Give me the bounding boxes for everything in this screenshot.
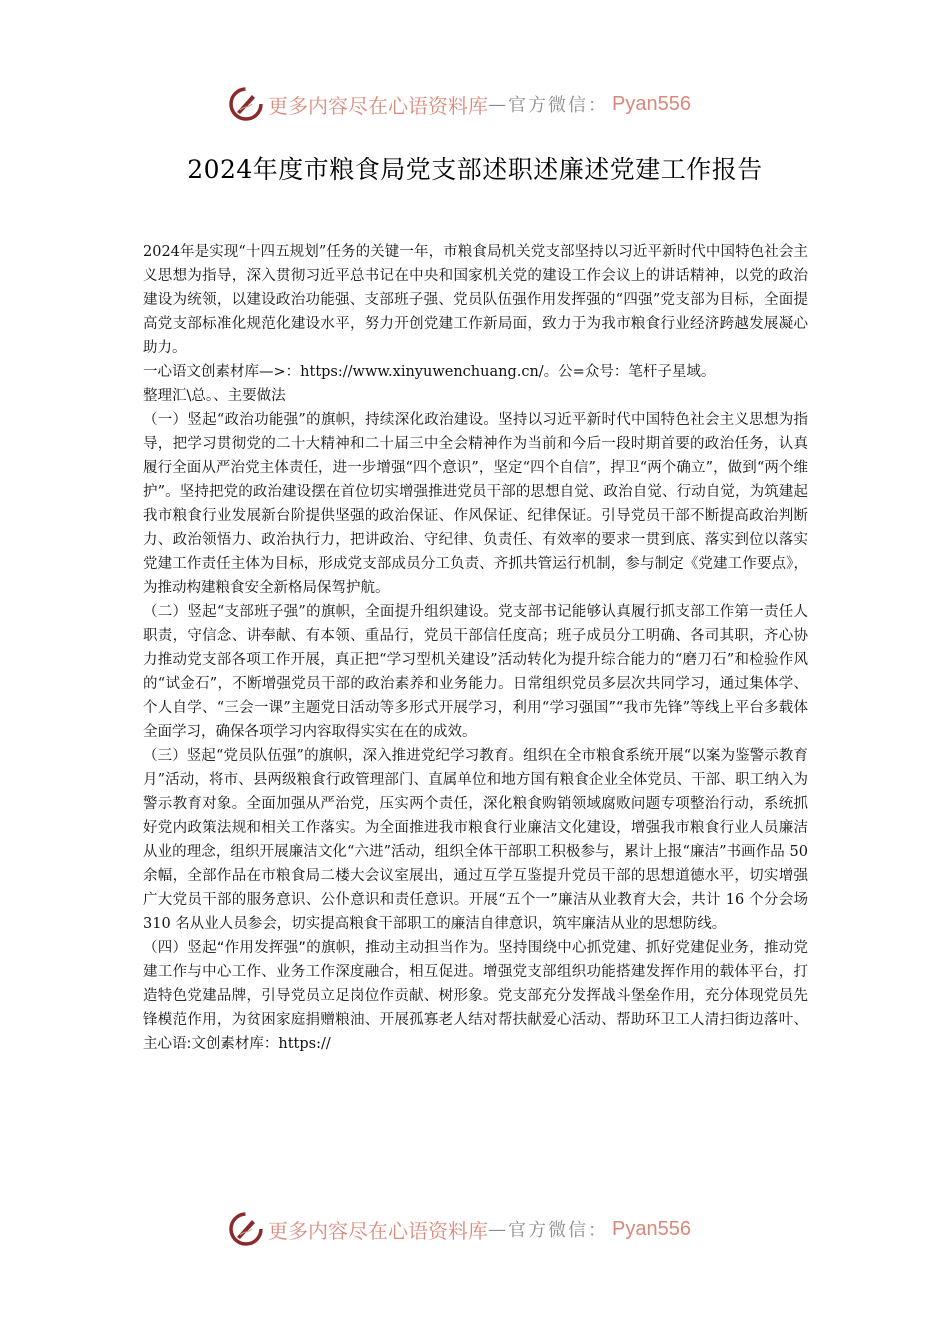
source-prefix: 一心语文创素材库—>： <box>143 364 301 380</box>
banner-sub-text: 官方微信： <box>508 1220 608 1241</box>
paragraph-political-function: （一）竖起“政治功能强”的旗帜，持续深化政治建设。坚持以习近平新时代中国特色社会主义思想为指导，把学习贯彻党的二十大精神和二十届三中全会精神作为当前和今后一段时期首要的政治任务，认真履行全面从严治党主体责任，进一步增强“四个意识”，坚定“四个自信”，捍卫“两个确立”，做到“两个维护”。坚持把党的政治建设摆在首位切实增强推进党员干部的思想自觉、政治自觉、行动自觉，为筑建起我市粮食行业发展新台阶提供坚强的政治保证、作风保证、纪律保证。引导党员干部不断提高政治判断力、政治领悟力、政治执行力，把讲政治、守纪律、负责任、有效率的要求一贯到底、落实到位以落实党建工作责任主体为目标，形成党支部成员分工负责、齐抓共管运行机制，参与制定《党建工作要点》，为推动构建粮食安全新格局保驾护航。 <box>143 412 808 596</box>
trailing-url-link[interactable]: https:// <box>278 1036 331 1052</box>
header-watermark-banner <box>228 84 728 124</box>
banner-main-text: 更多内容尽在心语资料库 <box>268 93 488 118</box>
source-line <box>143 360 808 384</box>
source-url-link[interactable]: https://www.xinyuwenchuang.cn/ <box>300 364 544 380</box>
quill-pen-logo-icon <box>228 86 264 122</box>
quill-pen-logo-icon <box>228 1211 264 1247</box>
document-body <box>143 240 808 1056</box>
paragraph-branch-team: （二）竖起“支部班子强”的旗帜，全面提升组织建设。党支部书记能够认真履行抓支部工作第一责任人职责，守信念、讲奉献、有本领、重品行，党员干部信任度高；班子成员分工明确、各司其职，齐心协力推动党支部各项工作开展，真正把“学习型机关建设”活动转化为提升综合能力的“磨刀石”和检验作风的“试金石”，不断增强党员干部的政治素养和业务能力。日常组织党员多层次共同学习，通过集体学、个人自学、“三会一课”主题党日活动等多形式开展学习，利用“学习强国”“我市先锋”等线上平台多载体全面学习，确保各项学习内容取得实实在在的成效。 <box>143 604 808 740</box>
banner-dash: — <box>488 1218 508 1240</box>
paragraph-role-play <box>143 936 808 1056</box>
banner-sub-text: 官方微信： <box>508 95 608 116</box>
banner-wechat-id: Pyan556 <box>612 1217 691 1240</box>
intro-paragraph: 2024年是实现“十四五规划”任务的关键一年，市粮食局机关党支部坚持以习近平新时代中国特色社会主义思想为指导，深入贯彻习近平总书记在中央和国家机关党的建设工作会议上的讲话精神，以党的政治建设为统领，以建设政治功能强、支部班子强、党员队伍强作用发挥强的“四强”党支部为目标，全面提高党支部标准化规范化建设水平，努力开创党建工作新局面，致力于为我市粮食行业经济跨越发展凝心助力。 <box>143 244 808 356</box>
document-title: 2024年度市粮食局党支部述职述廉述党建工作报告 <box>187 155 763 184</box>
banner-main-text: 更多内容尽在心语资料库 <box>268 1218 488 1243</box>
footer-watermark-banner <box>228 1209 728 1249</box>
paragraph-role-play-text: （四）竖起“作用发挥强”的旗帜，推动主动担当作为。坚持围绕中心抓党建、抓好党建促业务，推动党建工作与中心工作、业务工作深度融合，相互促进。增强党支部组织功能搭建发挥作用的载体平台，打造特色党建品牌，引导党员立足岗位作贡献、树形象。党支部充分发挥战斗堡垒作用，充分体现党员先锋模范作用，为贫困家庭捐赠粮油、开展孤寡老人结对帮扶献爱心活动、帮助环卫工人清扫街边落叶、主心语:文创素材库： <box>143 940 808 1052</box>
section-heading: 整理汇\总。、主要做法 <box>143 388 286 404</box>
banner-dash: — <box>488 93 508 115</box>
paragraph-party-member-team: （三）竖起“党员队伍强”的旗帜，深入推进党纪学习教育。组织在全市粮食系统开展“以案为鉴警示教育月”活动，将市、县两级粮食行政管理部门、直属单位和地方国有粮食企业全体党员、干部、职工纳入为警示教育对象。全面加强从严治党，压实两个责任，深化粮食购销领域腐败问题专项整治行动，系统抓好党内政策法规和相关工作落实。为全面推进我市粮食行业廉洁文化建设，增强我市粮食行业人员廉洁从业的理念，组织开展廉洁文化“六进”活动，组织全体干部职工积极参与，累计上报“廉洁”书画作品 50 余幅，全部作品在市粮食局二楼大会议室展出，通过互学互鉴提升党员干部的思想道德水平，切实增强广大党员干部的服务意识、公仆意识和责任意识。开展“五个一”廉洁从业教育大会，共计 16 个分会场 310 名从业人员参会，切实提高粮食干部职工的廉洁自律意识，筑牢廉洁从业的思想防线。 <box>143 748 808 932</box>
banner-wechat-id: Pyan556 <box>612 92 691 115</box>
source-suffix: 。公=众号：笔杆子星域。 <box>543 364 716 380</box>
